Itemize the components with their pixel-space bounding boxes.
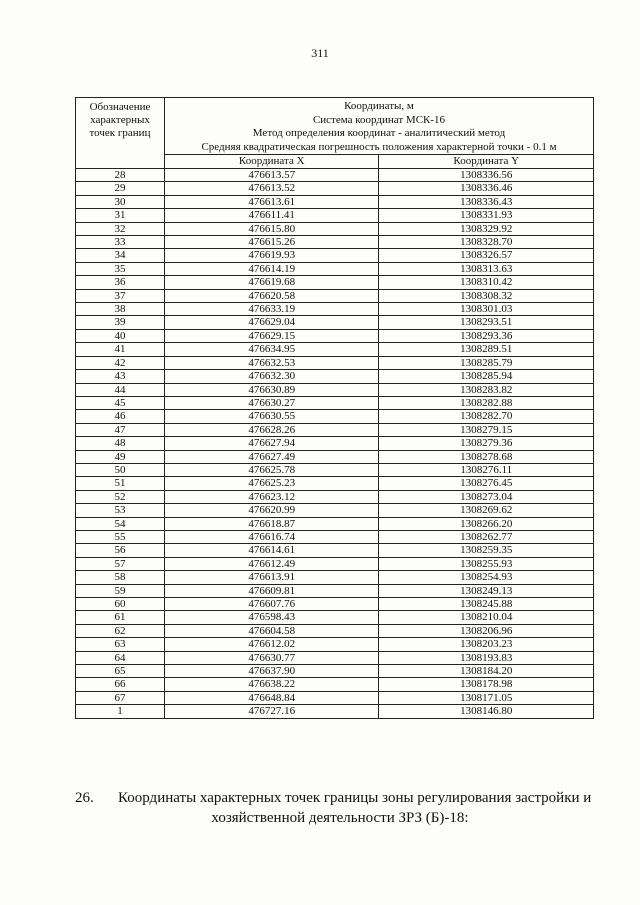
- coord-y-cell: 1308282.88: [379, 396, 594, 409]
- coord-x-cell: 476638.22: [165, 678, 379, 691]
- table-row: [76, 370, 594, 383]
- header-col-y: Координата Y: [379, 155, 594, 169]
- coord-y-cell: 1308282.70: [379, 410, 594, 423]
- coord-x-cell: 476629.15: [165, 329, 379, 342]
- coord-y-cell: 1308313.63: [379, 262, 594, 275]
- table-row: [76, 437, 594, 450]
- point-number-cell: 67: [76, 691, 165, 704]
- coord-x-cell: 476609.81: [165, 584, 379, 597]
- table-row: [76, 584, 594, 597]
- point-number-cell: 40: [76, 329, 165, 342]
- header-line-method: Метод определения координат - аналитический метод: [252, 127, 506, 139]
- coord-y-cell: 1308326.57: [379, 249, 594, 262]
- section-number: 26.: [75, 790, 94, 806]
- point-number-cell: 45: [76, 396, 165, 409]
- point-number-cell: 51: [76, 477, 165, 490]
- coord-x-cell: 476637.90: [165, 665, 379, 678]
- table-row: [76, 477, 594, 490]
- coord-x-cell: 476630.77: [165, 651, 379, 664]
- coord-x-cell: 476618.87: [165, 517, 379, 530]
- table-row: [76, 329, 594, 342]
- point-number-cell: 35: [76, 262, 165, 275]
- table-row: [76, 611, 594, 624]
- point-number-cell: 55: [76, 530, 165, 543]
- coord-x-cell: 476612.49: [165, 557, 379, 570]
- table-row: [76, 289, 594, 302]
- coord-x-cell: 476604.58: [165, 624, 379, 637]
- header-line-system: Система координат МСК-16: [312, 113, 446, 126]
- coord-x-cell: 476627.94: [165, 437, 379, 450]
- point-number-cell: 61: [76, 611, 165, 624]
- point-number-cell: 28: [76, 169, 165, 182]
- coord-y-cell: 1308336.43: [379, 195, 594, 208]
- table-row: [76, 383, 594, 396]
- coord-x-cell: 476613.61: [165, 195, 379, 208]
- header-line-title: Координаты, м: [344, 100, 414, 112]
- point-number-cell: 41: [76, 343, 165, 356]
- table-row: [76, 463, 594, 476]
- point-number-cell: 47: [76, 423, 165, 436]
- point-number-cell: 38: [76, 303, 165, 316]
- table-row: [76, 423, 594, 436]
- coord-x-cell: 476620.58: [165, 289, 379, 302]
- coord-y-cell: 1308178.98: [379, 678, 594, 691]
- coord-y-cell: 1308254.93: [379, 571, 594, 584]
- point-number-cell: 31: [76, 209, 165, 222]
- coord-x-cell: 476614.61: [165, 544, 379, 557]
- coord-y-cell: 1308283.82: [379, 383, 594, 396]
- point-number-cell: 43: [76, 370, 165, 383]
- table-row: [76, 665, 594, 678]
- coordinates-table: [75, 97, 594, 719]
- point-number-cell: 66: [76, 678, 165, 691]
- coord-x-cell: 476630.27: [165, 396, 379, 409]
- coord-x-cell: 476611.41: [165, 209, 379, 222]
- coord-x-cell: 476616.74: [165, 530, 379, 543]
- point-number-cell: 29: [76, 182, 165, 195]
- point-number-cell: 48: [76, 437, 165, 450]
- coord-x-cell: 476630.55: [165, 410, 379, 423]
- coord-x-cell: 476629.04: [165, 316, 379, 329]
- point-number-cell: 52: [76, 490, 165, 503]
- table-row: [76, 343, 594, 356]
- coord-x-cell: 476613.52: [165, 182, 379, 195]
- point-number-cell: 46: [76, 410, 165, 423]
- header-coordinates-info: [165, 98, 594, 155]
- coord-y-cell: 1308184.20: [379, 665, 594, 678]
- table-body: [76, 169, 594, 719]
- coord-x-cell: 476634.95: [165, 343, 379, 356]
- coord-x-cell: 476615.80: [165, 222, 379, 235]
- coord-y-cell: 1308193.83: [379, 651, 594, 664]
- coord-x-cell: 476628.26: [165, 423, 379, 436]
- point-number-cell: 57: [76, 557, 165, 570]
- point-number-cell: 63: [76, 638, 165, 651]
- coord-y-cell: 1308285.94: [379, 370, 594, 383]
- point-number-cell: 1: [76, 705, 165, 718]
- point-number-cell: 64: [76, 651, 165, 664]
- coord-x-cell: 476648.84: [165, 691, 379, 704]
- header-line-accuracy: Средняя квадратическая погрешность положения характерной точки - 0.1 м: [201, 140, 557, 153]
- point-number-cell: 34: [76, 249, 165, 262]
- coord-y-cell: 1308328.70: [379, 236, 594, 249]
- coord-y-cell: 1308279.15: [379, 423, 594, 436]
- page-number: 311: [311, 46, 329, 60]
- table-row: [76, 517, 594, 530]
- coord-x-cell: 476620.99: [165, 504, 379, 517]
- point-number-cell: 39: [76, 316, 165, 329]
- coord-x-cell: 476625.78: [165, 463, 379, 476]
- coord-y-cell: 1308146.80: [379, 705, 594, 718]
- coord-y-cell: 1308245.88: [379, 598, 594, 611]
- header-col-x: Координата X: [165, 155, 379, 169]
- coord-x-cell: 476614.19: [165, 262, 379, 275]
- coord-x-cell: 476727.16: [165, 705, 379, 718]
- coord-y-cell: 1308329.92: [379, 222, 594, 235]
- coord-y-cell: 1308285.79: [379, 356, 594, 369]
- table-row: [76, 195, 594, 208]
- table-row: [76, 410, 594, 423]
- table-row: [76, 303, 594, 316]
- coord-y-cell: 1308269.62: [379, 504, 594, 517]
- table-row: [76, 209, 594, 222]
- coord-y-cell: 1308262.77: [379, 530, 594, 543]
- point-number-cell: 32: [76, 222, 165, 235]
- coord-y-cell: 1308259.35: [379, 544, 594, 557]
- coord-y-cell: 1308293.36: [379, 329, 594, 342]
- point-number-cell: 56: [76, 544, 165, 557]
- table-row: [76, 316, 594, 329]
- coord-y-cell: 1308279.36: [379, 437, 594, 450]
- table-row: [76, 249, 594, 262]
- coord-x-cell: 476633.19: [165, 303, 379, 316]
- table-row: [76, 490, 594, 503]
- table-row: [76, 651, 594, 664]
- coord-y-cell: 1308310.42: [379, 276, 594, 289]
- coord-x-cell: 476615.26: [165, 236, 379, 249]
- coord-y-cell: 1308301.03: [379, 303, 594, 316]
- table-row: [76, 678, 594, 691]
- coord-y-cell: 1308266.20: [379, 517, 594, 530]
- table-row: [76, 624, 594, 637]
- table-row: [76, 169, 594, 182]
- table-row: [76, 222, 594, 235]
- coord-x-cell: 476627.49: [165, 450, 379, 463]
- coord-y-cell: 1308206.96: [379, 624, 594, 637]
- table-row: [76, 450, 594, 463]
- table-row: [76, 557, 594, 570]
- coord-x-cell: 476632.30: [165, 370, 379, 383]
- coord-y-cell: 1308276.11: [379, 463, 594, 476]
- table-row: [76, 356, 594, 369]
- coord-y-cell: 1308210.04: [379, 611, 594, 624]
- point-number-cell: 36: [76, 276, 165, 289]
- table-row: [76, 544, 594, 557]
- table-row: [76, 236, 594, 249]
- point-number-cell: 54: [76, 517, 165, 530]
- coord-y-cell: 1308171.05: [379, 691, 594, 704]
- coord-y-cell: 1308249.13: [379, 584, 594, 597]
- point-number-cell: 33: [76, 236, 165, 249]
- coord-x-cell: 476625.23: [165, 477, 379, 490]
- coord-y-cell: 1308273.04: [379, 490, 594, 503]
- point-number-cell: 37: [76, 289, 165, 302]
- point-number-cell: 53: [76, 504, 165, 517]
- point-number-cell: 60: [76, 598, 165, 611]
- point-number-cell: 44: [76, 383, 165, 396]
- coord-x-cell: 476630.89: [165, 383, 379, 396]
- section-title-line1: Координаты характерных точек границы зоны регулирования застройки и: [118, 790, 592, 806]
- header-point-label: Обозначение характерных точек границ: [76, 98, 165, 169]
- point-number-cell: 49: [76, 450, 165, 463]
- coord-x-cell: 476623.12: [165, 490, 379, 503]
- coord-y-cell: 1308278.68: [379, 450, 594, 463]
- coord-x-cell: 476619.93: [165, 249, 379, 262]
- coord-x-cell: 476632.53: [165, 356, 379, 369]
- table-row: [76, 182, 594, 195]
- table-row: [76, 262, 594, 275]
- coord-y-cell: 1308293.51: [379, 316, 594, 329]
- table-row: [76, 571, 594, 584]
- coord-y-cell: 1308336.56: [379, 169, 594, 182]
- table-row: [76, 530, 594, 543]
- coord-x-cell: 476613.57: [165, 169, 379, 182]
- point-number-cell: 30: [76, 195, 165, 208]
- coord-x-cell: 476619.68: [165, 276, 379, 289]
- coord-x-cell: 476613.91: [165, 571, 379, 584]
- point-number-cell: 50: [76, 463, 165, 476]
- coord-y-cell: 1308289.51: [379, 343, 594, 356]
- coord-y-cell: 1308308.32: [379, 289, 594, 302]
- table-row: [76, 598, 594, 611]
- table-row: [76, 504, 594, 517]
- table-row: [76, 705, 594, 718]
- coord-x-cell: 476612.02: [165, 638, 379, 651]
- table-row: [76, 691, 594, 704]
- point-number-cell: 59: [76, 584, 165, 597]
- point-number-cell: 58: [76, 571, 165, 584]
- coord-y-cell: 1308276.45: [379, 477, 594, 490]
- coord-y-cell: 1308203.23: [379, 638, 594, 651]
- coord-x-cell: 476607.76: [165, 598, 379, 611]
- point-number-cell: 62: [76, 624, 165, 637]
- table-row: [76, 638, 594, 651]
- table-row: [76, 396, 594, 409]
- point-number-cell: 65: [76, 665, 165, 678]
- coord-y-cell: 1308255.93: [379, 557, 594, 570]
- table-row: [76, 276, 594, 289]
- coord-y-cell: 1308336.46: [379, 182, 594, 195]
- coord-x-cell: 476598.43: [165, 611, 379, 624]
- point-number-cell: 42: [76, 356, 165, 369]
- section-title-line2: хозяйственной деятельности ЗРЗ (Б)-18:: [211, 810, 469, 826]
- coord-y-cell: 1308331.93: [379, 209, 594, 222]
